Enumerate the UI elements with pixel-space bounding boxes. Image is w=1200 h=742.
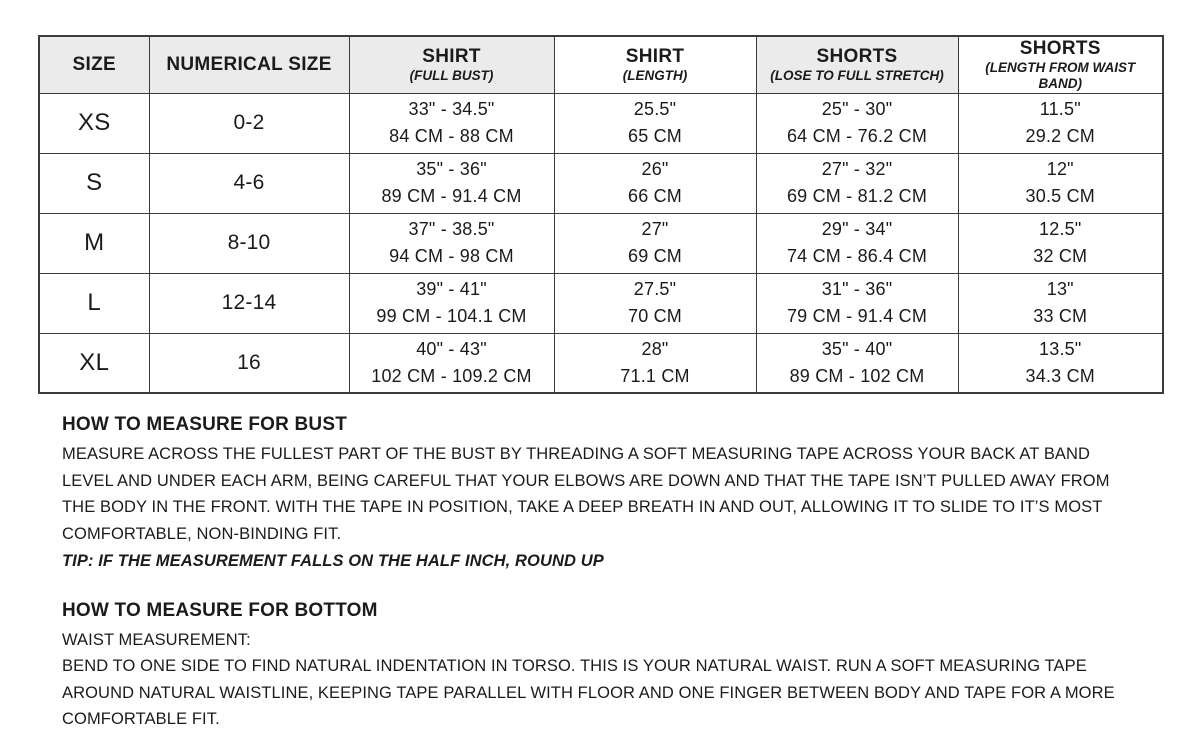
column-header-label: SHIRT bbox=[422, 45, 481, 67]
shorts-stretch-cell bbox=[756, 273, 958, 333]
shorts-stretch-cell bbox=[756, 153, 958, 213]
measurement-inches: 29" - 34" bbox=[821, 219, 893, 239]
shirt-length-cell bbox=[554, 213, 756, 273]
shirt-length-cell bbox=[554, 153, 756, 213]
table-row-l bbox=[39, 273, 1163, 333]
measurement-inches: 11.5" bbox=[1039, 99, 1081, 119]
bottom-instructions-section bbox=[62, 599, 1138, 733]
measurement-inches: 37" - 38.5" bbox=[408, 219, 495, 239]
measurement-cm: 32 CM bbox=[1033, 246, 1088, 266]
numerical-size-cell: 12-14 bbox=[149, 273, 349, 333]
bust-section-heading: HOW TO MEASURE FOR BUST bbox=[62, 414, 348, 435]
shorts-length-cell bbox=[958, 93, 1163, 153]
column-header-shorts-length bbox=[958, 36, 1163, 93]
column-header-shorts-stretch bbox=[756, 36, 958, 93]
measurement-cm: 99 CM - 104.1 CM bbox=[376, 306, 527, 326]
size-cell: XL bbox=[39, 333, 149, 393]
measurement-inches: 28" bbox=[641, 338, 669, 359]
measurement-cm: 70 CM bbox=[627, 306, 682, 326]
column-header-sublabel: (LENGTH FROM WAIST BAND) bbox=[985, 59, 1136, 91]
measurement-inches: 35" - 40" bbox=[821, 338, 893, 359]
shirt-full-bust-cell bbox=[349, 153, 554, 213]
shirt-length-cell bbox=[554, 93, 756, 153]
measurement-cm: 64 CM - 76.2 CM bbox=[786, 126, 928, 146]
column-header-shirt-length bbox=[554, 36, 756, 93]
column-header-label: SHORTS bbox=[1019, 37, 1101, 59]
measurement-inches: 13" bbox=[1046, 279, 1074, 299]
measurement-inches: 13.5" bbox=[1039, 338, 1082, 359]
measurement-cm: 102 CM - 109.2 CM bbox=[371, 365, 532, 386]
shirt-full-bust-cell bbox=[349, 93, 554, 153]
shorts-stretch-cell bbox=[756, 213, 958, 273]
column-header-shirt-full-bust bbox=[349, 36, 554, 93]
column-header-sublabel: (FULL BUST) bbox=[409, 67, 494, 83]
measurement-cm: 30.5 CM bbox=[1025, 186, 1095, 206]
column-header-label: SHORTS bbox=[816, 45, 898, 67]
shorts-length-cell bbox=[958, 153, 1163, 213]
measurement-inches: 25" - 30" bbox=[821, 99, 893, 119]
size-cell: XS bbox=[39, 93, 149, 153]
bottom-section-heading: HOW TO MEASURE FOR BOTTOM bbox=[62, 599, 378, 621]
measurement-cm: 71.1 CM bbox=[620, 365, 690, 386]
measurement-inches: 27" bbox=[641, 219, 669, 239]
measurement-inches: 12" bbox=[1046, 159, 1074, 179]
size-cell: L bbox=[39, 273, 149, 333]
shorts-length-cell bbox=[958, 273, 1163, 333]
shirt-length-cell bbox=[554, 333, 756, 393]
column-header-label: NUMERICAL SIZE bbox=[166, 54, 332, 76]
shirt-full-bust-cell bbox=[349, 273, 554, 333]
column-header-label: SIZE bbox=[72, 54, 116, 76]
column-header-numerical-size bbox=[149, 36, 349, 93]
measurement-inches: 25.5" bbox=[633, 99, 677, 119]
table-row-xl bbox=[39, 333, 1163, 393]
measurement-cm: 69 CM bbox=[627, 246, 682, 266]
column-header-sublabel: (LOSE TO FULL STRETCH) bbox=[770, 67, 944, 83]
measurement-cm: 34.3 CM bbox=[1025, 365, 1095, 386]
numerical-size-cell: 16 bbox=[149, 333, 349, 393]
bottom-section-subheading: WAIST MEASUREMENT: bbox=[62, 630, 251, 649]
measurement-cm: 74 CM - 86.4 CM bbox=[786, 246, 928, 266]
measurement-inches: 39" - 41" bbox=[416, 279, 487, 299]
bust-section-tip: TIP: IF THE MEASUREMENT FALLS ON THE HALF INCH, ROUND UP bbox=[62, 552, 604, 570]
measurement-cm: 69 CM - 81.2 CM bbox=[786, 186, 928, 206]
measurement-inches: 27.5" bbox=[633, 279, 677, 299]
table-row-m bbox=[39, 213, 1163, 273]
bust-instructions-section bbox=[62, 413, 1138, 575]
measurement-inches: 12.5" bbox=[1039, 219, 1082, 239]
shorts-length-cell bbox=[958, 333, 1163, 393]
measurement-cm: 89 CM - 102 CM bbox=[789, 365, 925, 386]
measurement-inches: 40" - 43" bbox=[416, 338, 487, 359]
table-header-row bbox=[39, 36, 1163, 93]
measurement-inches: 35" - 36" bbox=[416, 159, 487, 179]
measurement-inches: 27" - 32" bbox=[821, 159, 893, 179]
instructions bbox=[38, 394, 1162, 733]
measurement-cm: 94 CM - 98 CM bbox=[389, 246, 514, 266]
shirt-length-cell bbox=[554, 273, 756, 333]
shorts-stretch-cell bbox=[756, 333, 958, 393]
shirt-full-bust-cell bbox=[349, 213, 554, 273]
bust-section-body: MEASURE ACROSS THE FULLEST PART OF THE BUST BY THREADING A SOFT MEASURING TAPE ACROSS YOUR BACK AT BAND LEVEL AND UNDER EACH ARM, BEING CAREFUL THAT YOUR ELBOWS ARE DOWN AND THAT THE TAPE ISN’T PULLED AWAY FROM THE BODY IN THE FRONT. WITH THE TAPE IN POSITION, TAKE A DEEP BREATH IN AND OUT, ALLOWING IT TO SLIDE TO IT’S MOST COMFORTABLE, NON-BINDING FIT. bbox=[62, 445, 1110, 543]
measurement-inches: 33" - 34.5" bbox=[408, 99, 495, 119]
bottom-section-body: BEND TO ONE SIDE TO FIND NATURAL INDENTATION IN TORSO. THIS IS YOUR NATURAL WAIST. RUN A SOFT MEASURING TAPE AROUND NATURAL WAISTLINE, KEEPING TAPE PARALLEL WITH FLOOR AND ONE FINGER BETWEEN BODY AND TAPE FOR A MORE COMFORTABLE FIT. bbox=[62, 657, 1115, 728]
column-header-label: SHIRT bbox=[625, 45, 685, 67]
measurement-cm: 66 CM bbox=[627, 186, 682, 206]
table-row-s bbox=[39, 153, 1163, 213]
measurement-inches: 26" bbox=[641, 159, 669, 179]
table-row-xs bbox=[39, 93, 1163, 153]
shorts-stretch-cell bbox=[756, 93, 958, 153]
size-chart-table bbox=[38, 35, 1164, 394]
measurement-cm: 33 CM bbox=[1033, 306, 1088, 326]
numerical-size-cell: 0-2 bbox=[149, 93, 349, 153]
measurement-cm: 65 CM bbox=[627, 126, 682, 146]
measurement-cm: 79 CM - 91.4 CM bbox=[786, 306, 928, 326]
size-cell: S bbox=[39, 153, 149, 213]
shirt-full-bust-cell bbox=[349, 333, 554, 393]
shorts-length-cell bbox=[958, 213, 1163, 273]
size-cell: M bbox=[39, 213, 149, 273]
column-header-sublabel: (LENGTH) bbox=[622, 67, 688, 83]
measurement-cm: 89 CM - 91.4 CM bbox=[381, 186, 522, 206]
numerical-size-cell: 4-6 bbox=[149, 153, 349, 213]
measurement-inches: 31" - 36" bbox=[821, 279, 893, 299]
measurement-cm: 29.2 CM bbox=[1025, 126, 1095, 146]
column-header-size bbox=[39, 36, 149, 93]
measurement-cm: 84 CM - 88 CM bbox=[389, 126, 514, 146]
numerical-size-cell: 8-10 bbox=[149, 213, 349, 273]
